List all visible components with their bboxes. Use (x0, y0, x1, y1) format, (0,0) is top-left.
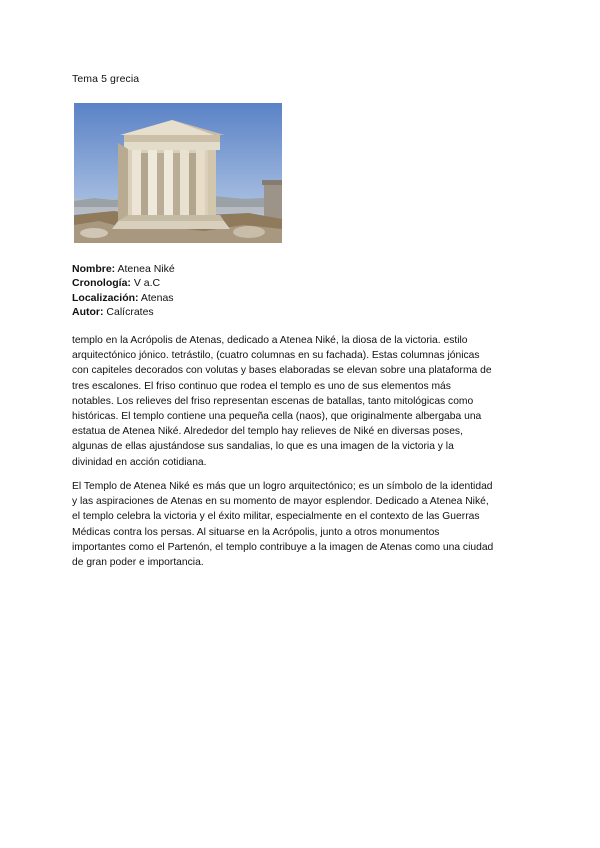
column-shadow (173, 153, 180, 215)
meta-row-chronology (72, 276, 175, 290)
ruin-top (262, 180, 282, 185)
text-line: importantes como el Partenón, el templo contribuye a la imagen de Atenas como una ciudad (72, 541, 494, 553)
meta-row-name (72, 262, 175, 276)
meta-value: Atenas (138, 291, 174, 304)
column (164, 149, 173, 215)
text-line: arquitectónico jónico. tetrástilo, (cuatro columnas en su fachada). Estas columnas jónicas (72, 350, 480, 362)
column (180, 149, 189, 215)
meta-label: Nombre: (72, 263, 116, 275)
text-line: el templo celebra la victoria y el éxito militar, especialmente en el contexto de las Guerras (72, 511, 480, 523)
text-line: Médicas contra los persas. Al situarse en la Acrópolis, junto a otros monumentos (72, 526, 440, 538)
rock (233, 226, 265, 238)
meta-label: Cronología: (72, 277, 131, 290)
side-wall (118, 143, 128, 221)
architrave (124, 141, 220, 150)
meta-label: Autor: (72, 306, 104, 319)
text-line: divinidad en acción cotidiana. (72, 456, 207, 468)
text-line: estatua de Atenea Niké. Alrededor del templo hay relieves de Niké en diversas poses, (72, 426, 463, 438)
paragraph-significance (72, 479, 532, 570)
text-line: notables. Los relieves del friso representan escenas de batallas, tanto mitológicas como (72, 395, 474, 407)
column (148, 149, 157, 215)
column-shadow (157, 153, 164, 215)
meta-row-author (72, 305, 175, 319)
meta-value: Atenea Niké (115, 263, 175, 275)
temple-photo (74, 103, 282, 243)
column (208, 149, 216, 215)
column-shadow (189, 153, 196, 215)
metadata-block (72, 262, 175, 320)
text-line: de gran poder e importancia. (72, 557, 204, 569)
meta-value: Calícrates (103, 306, 154, 319)
text-line: templo en la Acrópolis de Atenas, dedicado a Atenea Niké, la diosa de la victoria. estilo (72, 335, 468, 346)
meta-value: V a.C (130, 277, 161, 290)
text-line: El Templo de Atenea Niké es más que un logro arquitectónico; es un símbolo de la identidad (72, 481, 493, 492)
meta-row-location (72, 291, 175, 305)
paragraph-description (72, 333, 532, 470)
column (132, 149, 141, 215)
temple-steps (112, 221, 230, 229)
text-line: históricas. El templo contiene una pequeña cella (naos), que originalmente albergaba una (72, 411, 482, 423)
temple-steps-shadow (118, 215, 224, 221)
document-title: Tema 5 grecia (72, 73, 140, 85)
text-line: y las aspiraciones de Atenas en su momento de mayor esplendor. Dedicado a Atenea Niké, (72, 496, 489, 508)
text-line: con capiteles decorados con volutas y bases elaboradas se elevan sobre una plataforma de (72, 365, 492, 377)
column (196, 149, 205, 215)
frieze (124, 135, 220, 142)
text-line: algunas de ellas ajustándose sus sandalias, lo que es una imagen de la victoria y la (72, 441, 454, 453)
meta-label: Localización: (72, 291, 139, 304)
column-shadow (141, 153, 148, 215)
rock (80, 228, 108, 238)
text-line: tres escalones. El friso continuo que rodea el templo es uno de sus elementos más (72, 380, 451, 392)
